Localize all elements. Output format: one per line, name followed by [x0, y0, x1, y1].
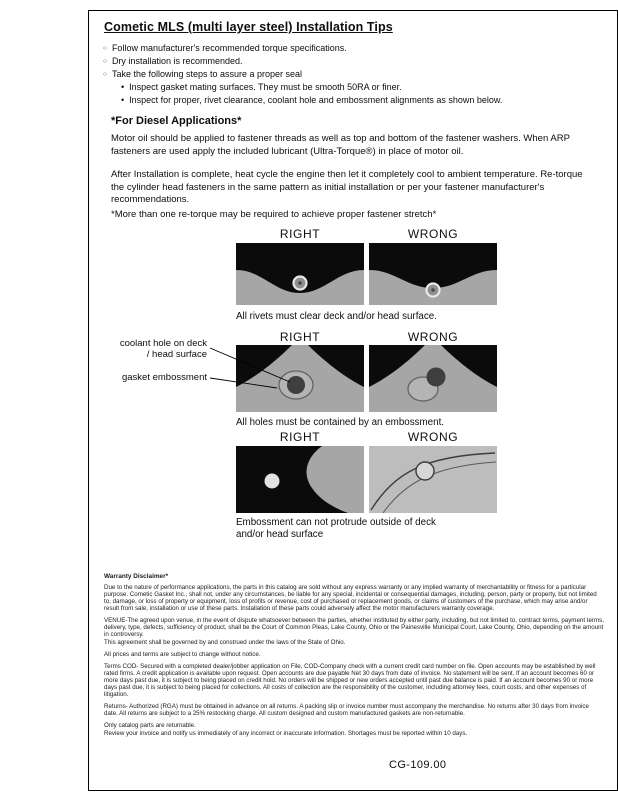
- rivet-wrong-diagram-icon: [369, 243, 497, 305]
- protrusion-wrong-diagram-icon: [369, 446, 497, 513]
- row3-right-label: RIGHT: [279, 430, 321, 444]
- list-item-text: • Inspect gasket mating surfaces. They must be smooth 50RA or finer.: [129, 82, 402, 92]
- protrusion-right-illustration: [236, 446, 364, 513]
- row2-right-label: RIGHT: [279, 330, 321, 344]
- coolant-hole-icon: [427, 368, 446, 387]
- warranty-venue-paragraph: VENUE-The agreed upon venue, in the event of dispute whatsoever between the parties, whether instituted by either party, including, but not limited to, contract terms, payment terms, delivery, type, defects, sufficiency of product, shall be the Court of Common Pleas, Lake County, Ohio or the Painesville Municipal Court, Lake County, Ohio, depending on the amount in controversy.: [104, 617, 604, 638]
- embossment-wrong-diagram-icon: [369, 345, 497, 412]
- rivet-right-diagram-icon: [236, 243, 364, 305]
- warranty-heading: Warranty Disclaimer*: [104, 573, 169, 580]
- diesel-paragraph-retorque: After Installation is complete, heat cycle the engine then let it completely cool to ambient temperature. Re-torque the cylinder head fasteners in the same pattern as initial installation or per your fastener manufacturer's recommendations.: [111, 169, 583, 205]
- warranty-review-line: Review your invoice and notify us immediately of any incorrect or inaccurate information. Shortages must be reported within 10 days.: [104, 730, 468, 737]
- warranty-governing-law-line: This agreement shall be governed by and construed under the laws of the State of Ohio.: [104, 639, 346, 646]
- embossment-wrong-illustration: [369, 345, 497, 412]
- warranty-liability-paragraph: Due to the nature of performance applications, the parts in this catalog are sold without any express warranty or any implied warranty of merchantability or fitness for a particular purpose. Cometic Gasket Inc., shall not, under any circumstances, be liable for any special, incidental or consequential damages, including, person, party or property, but not limited to, damage, or loss of property or equipment, loss of profits or revenue, cost of purchased or replacement goods, or claims of customers of the purchase, which may arise and/or result from sale, installation or use of these parts. Installation of these parts could adversely affect the motor manufacturers warranty coverage.: [104, 584, 597, 612]
- list-item: [103, 68, 598, 81]
- callout-coolant-hole: coolant hole on deck / head surface: [119, 338, 207, 360]
- row1-caption: All rivets must clear deck and/or head surface.: [236, 311, 437, 322]
- embossment-right-diagram-icon: [236, 345, 364, 412]
- callout-gasket-embossment: gasket embossment: [121, 372, 207, 383]
- diesel-paragraph-oil: Motor oil should be applied to fastener threads as well as top and bottom of the fastener washers. When ARP fasteners are used apply the included lubricant (Ultra-Torque®) in place of motor oil.: [111, 133, 570, 157]
- row3-wrong-label: WRONG: [407, 430, 459, 444]
- warranty-disclaimer-section: [104, 573, 604, 742]
- row2-caption: All holes must be contained by an embossment.: [236, 417, 445, 428]
- protrusion-right-diagram-icon: [236, 446, 364, 513]
- list-item-text: ○ Take the following steps to assure a proper seal: [111, 69, 303, 79]
- embossment-right-illustration: [236, 345, 364, 412]
- page-border-frame: [88, 10, 618, 791]
- installation-tips-list: [103, 42, 598, 107]
- list-item: [103, 42, 598, 55]
- row1-wrong-label: WRONG: [407, 227, 459, 241]
- row3-caption: Embossment can not protrude outside of deck and/or head surface: [236, 517, 436, 540]
- rivet-right-illustration: [236, 243, 364, 305]
- diesel-applications-heading: *For Diesel Applications*: [111, 115, 242, 127]
- list-item-text: • Inspect for proper, rivet clearance, coolant hole and embossment alignments as shown below.: [129, 95, 503, 105]
- warranty-prices-line: All prices and terms are subject to change without notice.: [104, 651, 261, 658]
- coolant-hole-icon: [287, 376, 305, 394]
- list-item-text: ○ Follow manufacturer's recommended torque specifications.: [111, 43, 347, 53]
- list-item: [103, 55, 598, 68]
- list-sub-item: [103, 81, 598, 94]
- warranty-catalog-line: Only catalog parts are returnable.: [104, 722, 196, 729]
- bolt-hole-icon: [416, 462, 434, 480]
- row2-wrong-label: WRONG: [407, 330, 459, 344]
- protrusion-wrong-illustration: [369, 446, 497, 513]
- row1-right-label: RIGHT: [279, 227, 321, 241]
- retorque-note: *More than one re-torque may be required to achieve proper fastener stretch*: [111, 209, 437, 220]
- list-item-text: ○ Dry installation is recommended.: [111, 56, 243, 66]
- bolt-hole-icon: [265, 474, 280, 489]
- warranty-terms-paragraph: Terms COD- Secured with a completed dealer/jobber application on File, COD-Company check with a current credit card number on file. Open accounts may be established by well rated firms. A credit application is available upon request. Open accounts are due payable Net 30 days from date of invoice. No statement will be sent. If an account becomes 60 or more days past due, it is subject to being placed on credit hold. No orders will be shipped or new orders accepted until past due balance is paid. If an account becomes 90 or more days past due, it is subject to being placed for collections. All costs of collection are the responsibility of the customer, including attorney fees, court costs, and other expenses of litigation.: [104, 663, 596, 698]
- list-sub-item: [103, 94, 598, 107]
- warranty-returns-paragraph: Returns- Authorized (RGA) must be obtained in advance on all returns. A packing slip or invoice number must accompany the merchandise. No returns after 30 days from invoice date. All returns are subject to a 25% restocking charge. All custom designed and custom manufactured gaskets are non-returnable.: [104, 703, 589, 717]
- rivet-wrong-illustration: [369, 243, 497, 305]
- page-title: Cometic MLS (multi layer steel) Installation Tips: [104, 20, 393, 34]
- page-number-code: CG-109.00: [389, 759, 447, 771]
